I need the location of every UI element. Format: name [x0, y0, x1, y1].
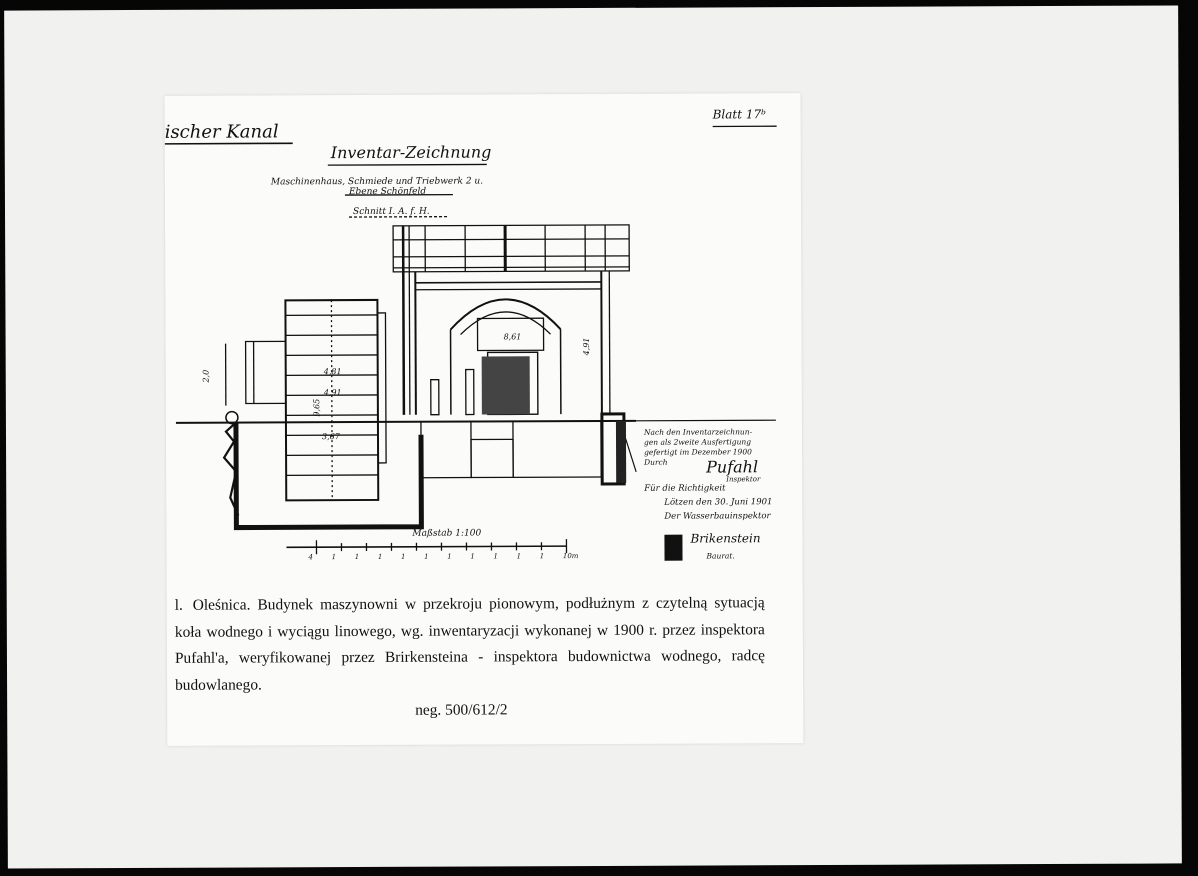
photo-mount-sheet — [4, 5, 1182, 868]
certification-note: Nach den Inventarzeichnun- — [643, 427, 753, 437]
certification-note: gefertigt im Dezember 1900 — [644, 447, 752, 457]
photo-caption — [175, 590, 765, 699]
scale-tick-labels — [309, 552, 579, 561]
caption-text: Oleśnica. Budynek maszynowni w przekroju pionowym, podłużnym z czytelną sytuacją koła wodnego i wyciągu linowego, wg. inwentaryzacji wykonanej w 1900 r. przez inspektora Pufahl'a, weryfikowanej przez Brirkensteina - inspektora budownictwa wodnego, radcę budowlanego. — [174, 594, 765, 694]
scale-tick: 1 — [470, 552, 475, 561]
certification-note: Der Wasserbauinspektor — [664, 511, 771, 522]
dimension-label: 9,65 — [312, 398, 322, 417]
scale-label: Maßstab 1:100 — [412, 528, 482, 539]
scale-tick: 10m — [562, 552, 579, 561]
signature-pufahl: Pufahl — [706, 457, 759, 477]
scale-tick: 1 — [539, 552, 545, 561]
dimension-label: 4,91 — [581, 337, 592, 356]
dimension-label: 4,91 — [323, 388, 342, 398]
signature-title: Baurat. — [706, 551, 735, 561]
drawing-title: Inventar-Zeichnung — [330, 142, 492, 163]
drawing-subtitle-2: Ebene Schönfeld — [348, 186, 427, 198]
sheet-number-label: Blatt 17ᵇ — [712, 107, 766, 122]
photographic-print — [165, 93, 804, 746]
dimension-label: 2,0 — [201, 369, 211, 383]
dimension-label: 4,81 — [323, 367, 342, 377]
certification-note: Für die Richtigkeit — [644, 483, 726, 494]
certification-note: gen als 2weite Ausfertigung — [644, 437, 752, 447]
drawing-subtitle-3: Schnitt I. A. f. H. — [352, 206, 430, 218]
scale-tick: 1 — [516, 552, 522, 561]
scale-tick: 1 — [493, 552, 499, 561]
negative-number: neg. 500/612/2 — [415, 701, 508, 719]
signature-title: Inspektor — [726, 475, 761, 484]
caption-lead: l. — [174, 596, 183, 614]
certification-note: Durch — [644, 457, 668, 467]
drawing-subtitle-1: Maschinenhaus, Schmiede und Triebwerk 2 u. — [270, 176, 484, 188]
dimension-label: 3,67 — [321, 432, 340, 442]
scale-tick: 1 — [354, 553, 360, 562]
technical-drawing — [165, 93, 803, 586]
scale-tick: 1 — [447, 552, 452, 561]
dimension-label: 8,61 — [503, 332, 522, 342]
scale-tick: 4 — [308, 553, 314, 562]
canal-name-heading: ischer Kanal — [164, 121, 279, 143]
scale-tick: 1 — [401, 552, 406, 561]
signature-brikenstein: Brikenstein — [690, 531, 761, 546]
scale-tick: 1 — [424, 552, 429, 561]
scale-tick: 1 — [331, 553, 337, 562]
scale-tick: 1 — [377, 552, 383, 561]
certification-note: Lötzen den 30. Juni 1901 — [664, 497, 773, 508]
